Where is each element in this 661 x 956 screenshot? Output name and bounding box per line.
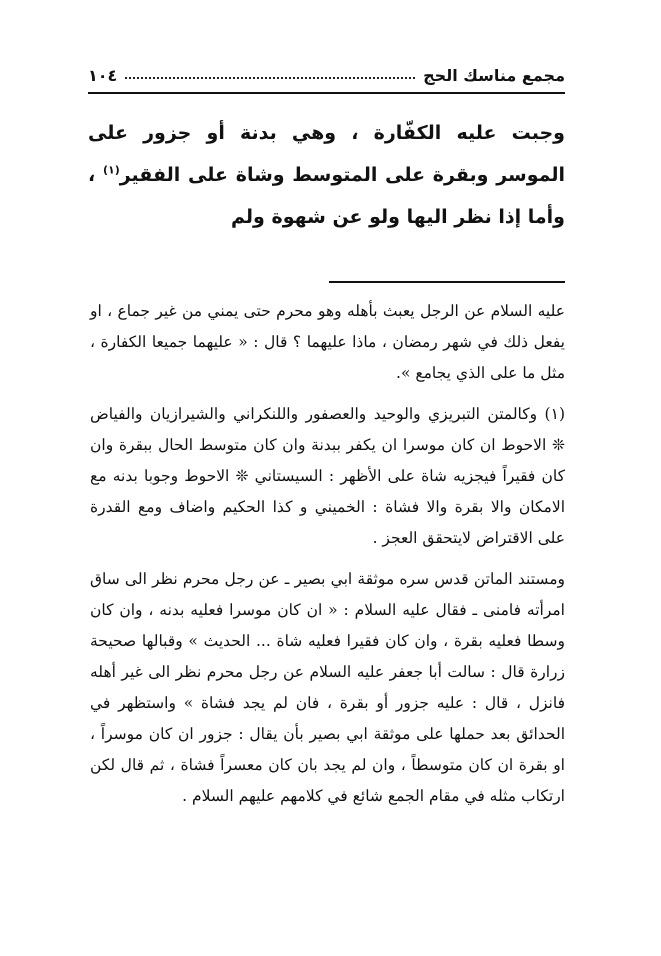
- footnotes-block: [90, 296, 565, 812]
- main-text-continued: ، وأما إذا نظر اليها ولو عن شهوة ولم: [88, 164, 565, 228]
- book-title: مجمع مناسك الحج: [423, 65, 565, 85]
- running-header: [88, 62, 565, 88]
- footnote-1: (١) وكالمتن التبريزي والوحيد والعصفور واللنكراني والشيرازيان والفياض ❊ الاحوط ان كان موسرا ان يكفر ببدنة وان كان متوسط الحال ببقرة وان كان فقيراً فيجزيه شاة على الأظهر : السيستاني ❊ الاحوط وجوبا بدنه مع الامكان والا بقرة والا فشاة : الخميني و كذا الحكيم واضاف ومع القدرة على الاقتراض لايتحقق العجز .: [90, 405, 565, 547]
- header-leader-dots: [125, 77, 415, 79]
- main-paragraph: [88, 112, 565, 238]
- main-text-block: [88, 112, 565, 238]
- main-text: وجبت عليه الكفّارة ، وهي بدنة أو جزور على الموسر وبقرة على المتوسط وشاة على الفقير: [88, 122, 565, 186]
- footnote-commentary: ومستند الماتن قدس سره موثقة ابي بصير ـ عن رجل محرم نظر الى ساق امرأته فامنى ـ فقال عليه السلام : « ان كان موسرا فعليه بدنه ، وان كان وسطا فعليه بقرة ، وان كان فقيرا فعليه شاة ... الحديث » وقبالها صحيحة زرارة قال : سالت أبا جعفر عليه السلام عن رجل محرم نظر الى غير أهله فانزل ، قال : عليه جزور أو بقرة ، فان لم يجد فشاة » واستظهر في الحدائق بعد حملها على موثقة ابي بصير بأن يقال : جزور ان كان موسراً ، او بقرة ان كان متوسطاً ، وان لم يجد بان كان معسراً فشاة ، ثم قال لكن ارتكاب مثله في مقام الجمع شائع في كلامهم عليهم السلام .: [90, 570, 565, 805]
- header-divider: [88, 92, 565, 94]
- footnote-ref: (١): [102, 163, 120, 177]
- footnote-continuation: عليه السلام عن الرجل يعبث بأهله وهو محرم حتى يمني من غير جماع ، او يفعل ذلك في شهر رمضان ، ماذا عليهما ؟ قال : « عليهما جميعا الكفارة ، مثل ما على الذي يجامع ».: [90, 302, 565, 382]
- page-number: ١٠٤: [88, 65, 118, 85]
- footnote-separator: [329, 281, 565, 283]
